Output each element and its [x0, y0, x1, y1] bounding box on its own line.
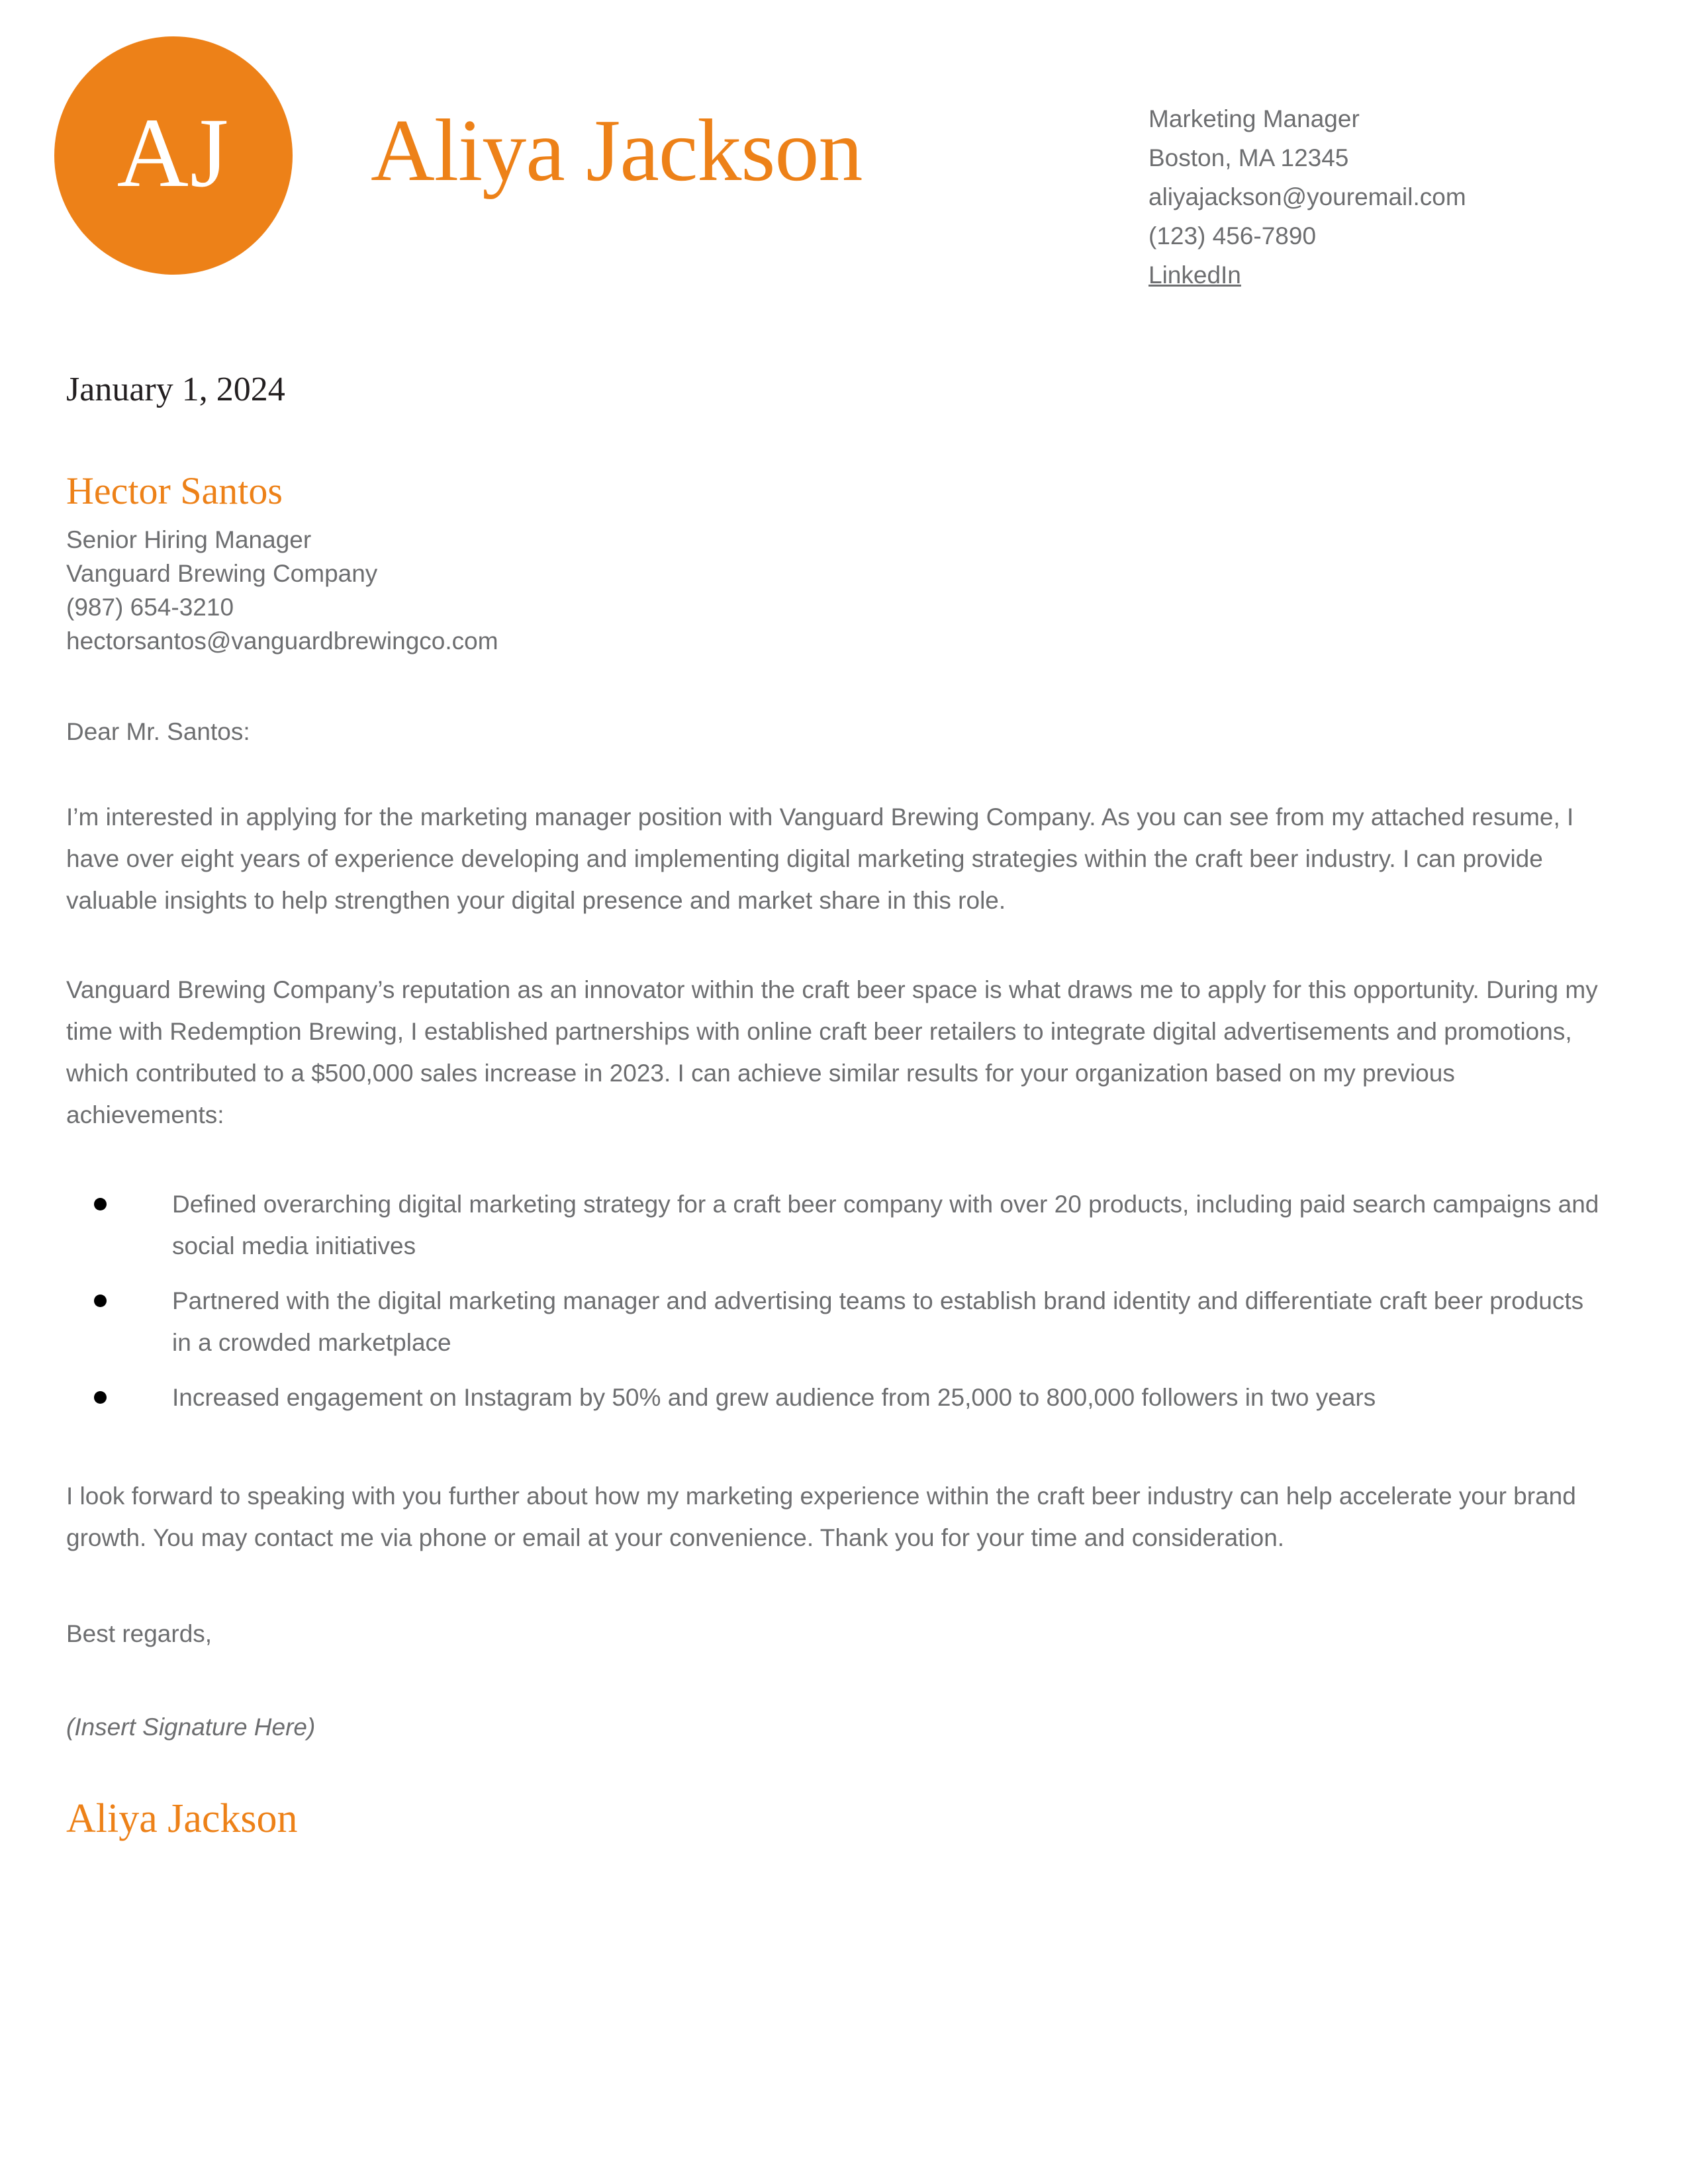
list-item — [66, 1183, 1609, 1267]
body-paragraph-1: I’m interested in applying for the marketing manager position with Vanguard Brewing Company. As you can see from my attached resume, I have over eight years of experience developing and implementing digital marketing strategies within the craft beer industry. I can provide valuable insights to help strengthen your digital presence and market share in this role. — [66, 803, 1574, 914]
body-paragraph-2: Vanguard Brewing Company’s reputation as an innovator within the craft beer space is what draws me to apply for this opportunity. During my time with Redemption Brewing, I established partnerships with online craft beer retailers to integrate digital advertisements and promotions, which contributed to a $500,000 sales increase in 2023. I can achieve similar results for your organization based on my previous achievements: — [66, 976, 1598, 1128]
list-item — [66, 1280, 1609, 1363]
closing-paragraph: I look forward to speaking with you further about how my marketing experience within the craft beer industry can help accelerate your brand growth. You may contact me via phone or email at your convenience. Thank you for your time and consideration. — [66, 1482, 1576, 1551]
applicant-name-heading: Aliya Jackson — [371, 101, 863, 199]
list-item — [66, 1377, 1609, 1418]
recipient-phone: (987) 654-3210 — [66, 593, 234, 621]
signature-placeholder: (Insert Signature Here) — [66, 1713, 316, 1741]
bullet-icon — [94, 1391, 107, 1404]
achievement-text: Increased engagement on Instagram by 50% and grew audience from 25,000 to 800,000 followers in two years — [172, 1383, 1376, 1411]
recipient-block — [66, 469, 1609, 658]
achievements-list — [66, 1183, 1609, 1418]
applicant-phone: (123) 456-7890 — [1149, 222, 1317, 250]
letter-body — [66, 371, 1609, 1843]
bullet-icon — [94, 1295, 107, 1307]
monogram-avatar — [54, 36, 293, 275]
recipient-email[interactable]: hectorsantos@vanguardbrewingco.com — [66, 627, 498, 655]
achievement-text: Defined overarching digital marketing strategy for a craft beer company with over 20 products, including paid search campaigns and social media initiatives — [172, 1190, 1599, 1259]
salutation: Dear Mr. Santos: — [66, 717, 250, 745]
bullet-icon — [94, 1198, 107, 1210]
signature-name: Aliya Jackson — [66, 1796, 298, 1841]
linkedin-link[interactable]: LinkedIn — [1149, 261, 1241, 289]
signoff-text: Best regards, — [66, 1619, 212, 1647]
applicant-job-title: Marketing Manager — [1149, 105, 1360, 132]
applicant-location: Boston, MA 12345 — [1149, 144, 1349, 171]
recipient-company: Vanguard Brewing Company — [66, 559, 378, 587]
letter-date: January 1, 2024 — [66, 371, 285, 408]
applicant-email[interactable]: aliyajackson@youremail.com — [1149, 183, 1466, 210]
recipient-title: Senior Hiring Manager — [66, 525, 312, 553]
recipient-name: Hector Santos — [66, 469, 283, 513]
achievement-text: Partnered with the digital marketing manager and advertising teams to establish brand identity and differentiate craft beer products in a crowded marketplace — [172, 1287, 1584, 1356]
letterhead-header — [0, 0, 1688, 318]
applicant-contact-block — [1149, 99, 1466, 295]
monogram-initials: AJ — [117, 98, 230, 208]
